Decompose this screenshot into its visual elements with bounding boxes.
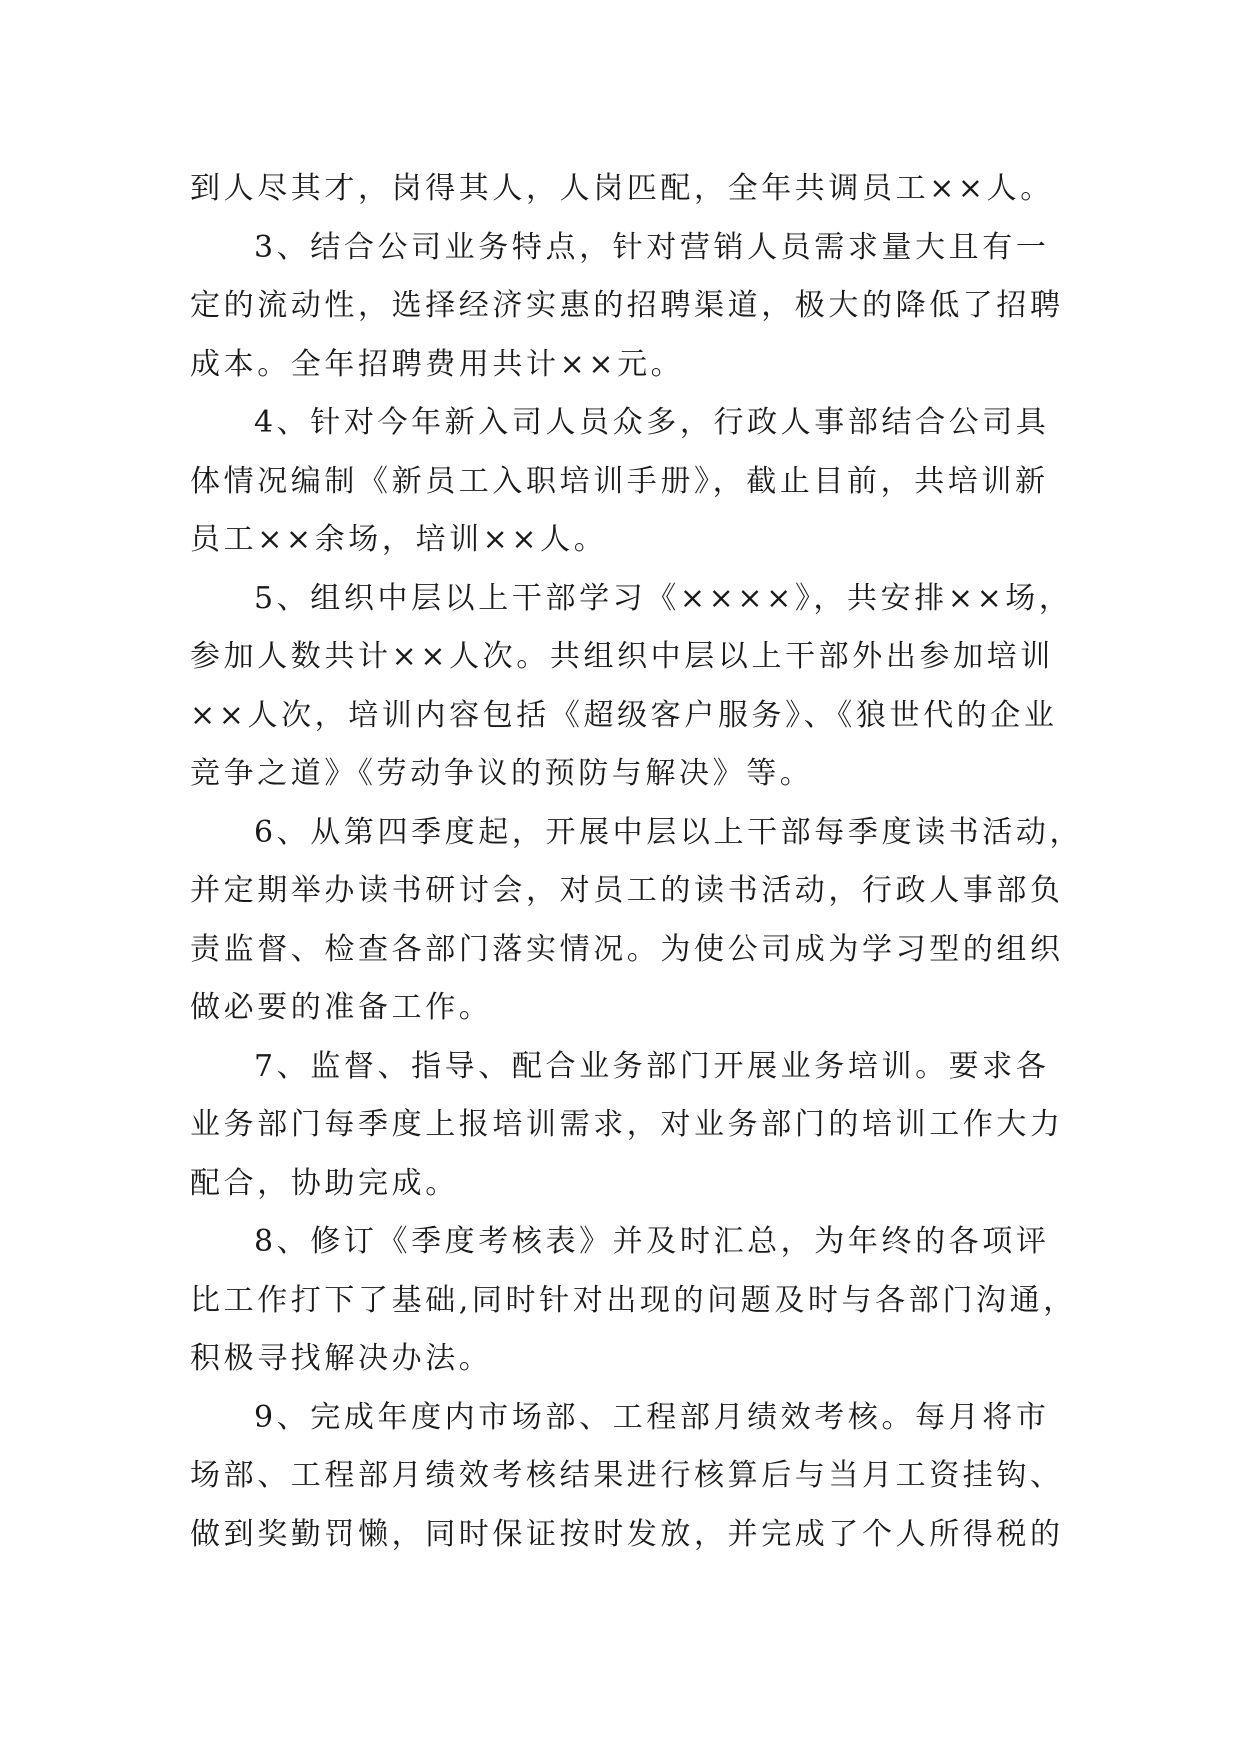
text-line: 5、组织中层以上干部学习《××××》，共安排××场，	[254, 580, 1073, 616]
text-line: 7、监督、指导、配合业务部门开展业务培训。要求各	[254, 1048, 1050, 1084]
text-line: 员工××余场，培训××人。	[190, 522, 608, 557]
text-line: 6、从第四季度起，开展中层以上干部每季度读书活动，	[254, 814, 1084, 850]
text-line: 并定期举办读书研讨会，对员工的读书活动，行政人事部负	[190, 873, 1064, 908]
text-line: 定的流动性，选择经济实惠的招聘渠道，极大的降低了招聘	[190, 288, 1064, 323]
text-line: ××人次，培训内容包括《超级客户服务》、《狼世代的企业	[190, 697, 1058, 733]
text-line: 9、完成年度内市场部、工程部月绩效考核。每月将市	[254, 1399, 1050, 1435]
text-line: 责监督、检查各部门落实情况。为使公司成为学习型的组织	[190, 931, 1064, 967]
text-line: 3、结合公司业务特点，针对营销人员需求量大且有一	[254, 229, 1050, 265]
text-line: 体情况编制《新员工入职培训手册》，截止目前，共培训新	[190, 463, 1049, 499]
text-line: 比工作打下了基础,同时针对出现的问题及时与各部门沟通，	[190, 1282, 1077, 1318]
text-line: 8、修订《季度考核表》并及时汇总，为年终的各项评	[254, 1224, 1050, 1259]
text-line: 4、针对今年新入司人员众多，行政人事部结合公司具	[254, 405, 1050, 440]
text-line: 参加人数共计××人次。共组织中层以上干部外出参加培训	[190, 639, 1054, 674]
text-line: 做必要的准备工作。	[190, 990, 493, 1025]
text-line: 到人尽其才，岗得其人，人岗匹配，全年共调员工××人。	[190, 171, 1054, 206]
text-line: 业务部门每季度上报培训需求，对业务部门的培训工作大力	[190, 1107, 1064, 1142]
text-line: 成本。全年招聘费用共计××元。	[190, 346, 685, 382]
text-line: 竞争之道》《劳动争议的预防与解决》等。	[190, 756, 814, 791]
text-line: 做到奖勤罚懒，同时保证按时发放，并完成了个人所得税的	[190, 1516, 1064, 1552]
text-line: 配合，协助完成。	[190, 1165, 459, 1201]
text-line: 积极寻找解决办法。	[190, 1341, 493, 1376]
document-body	[190, 160, 1084, 1564]
text-line: 场部、工程部月绩效考核结果进行核算后与当月工资挂钩、	[190, 1458, 1064, 1493]
